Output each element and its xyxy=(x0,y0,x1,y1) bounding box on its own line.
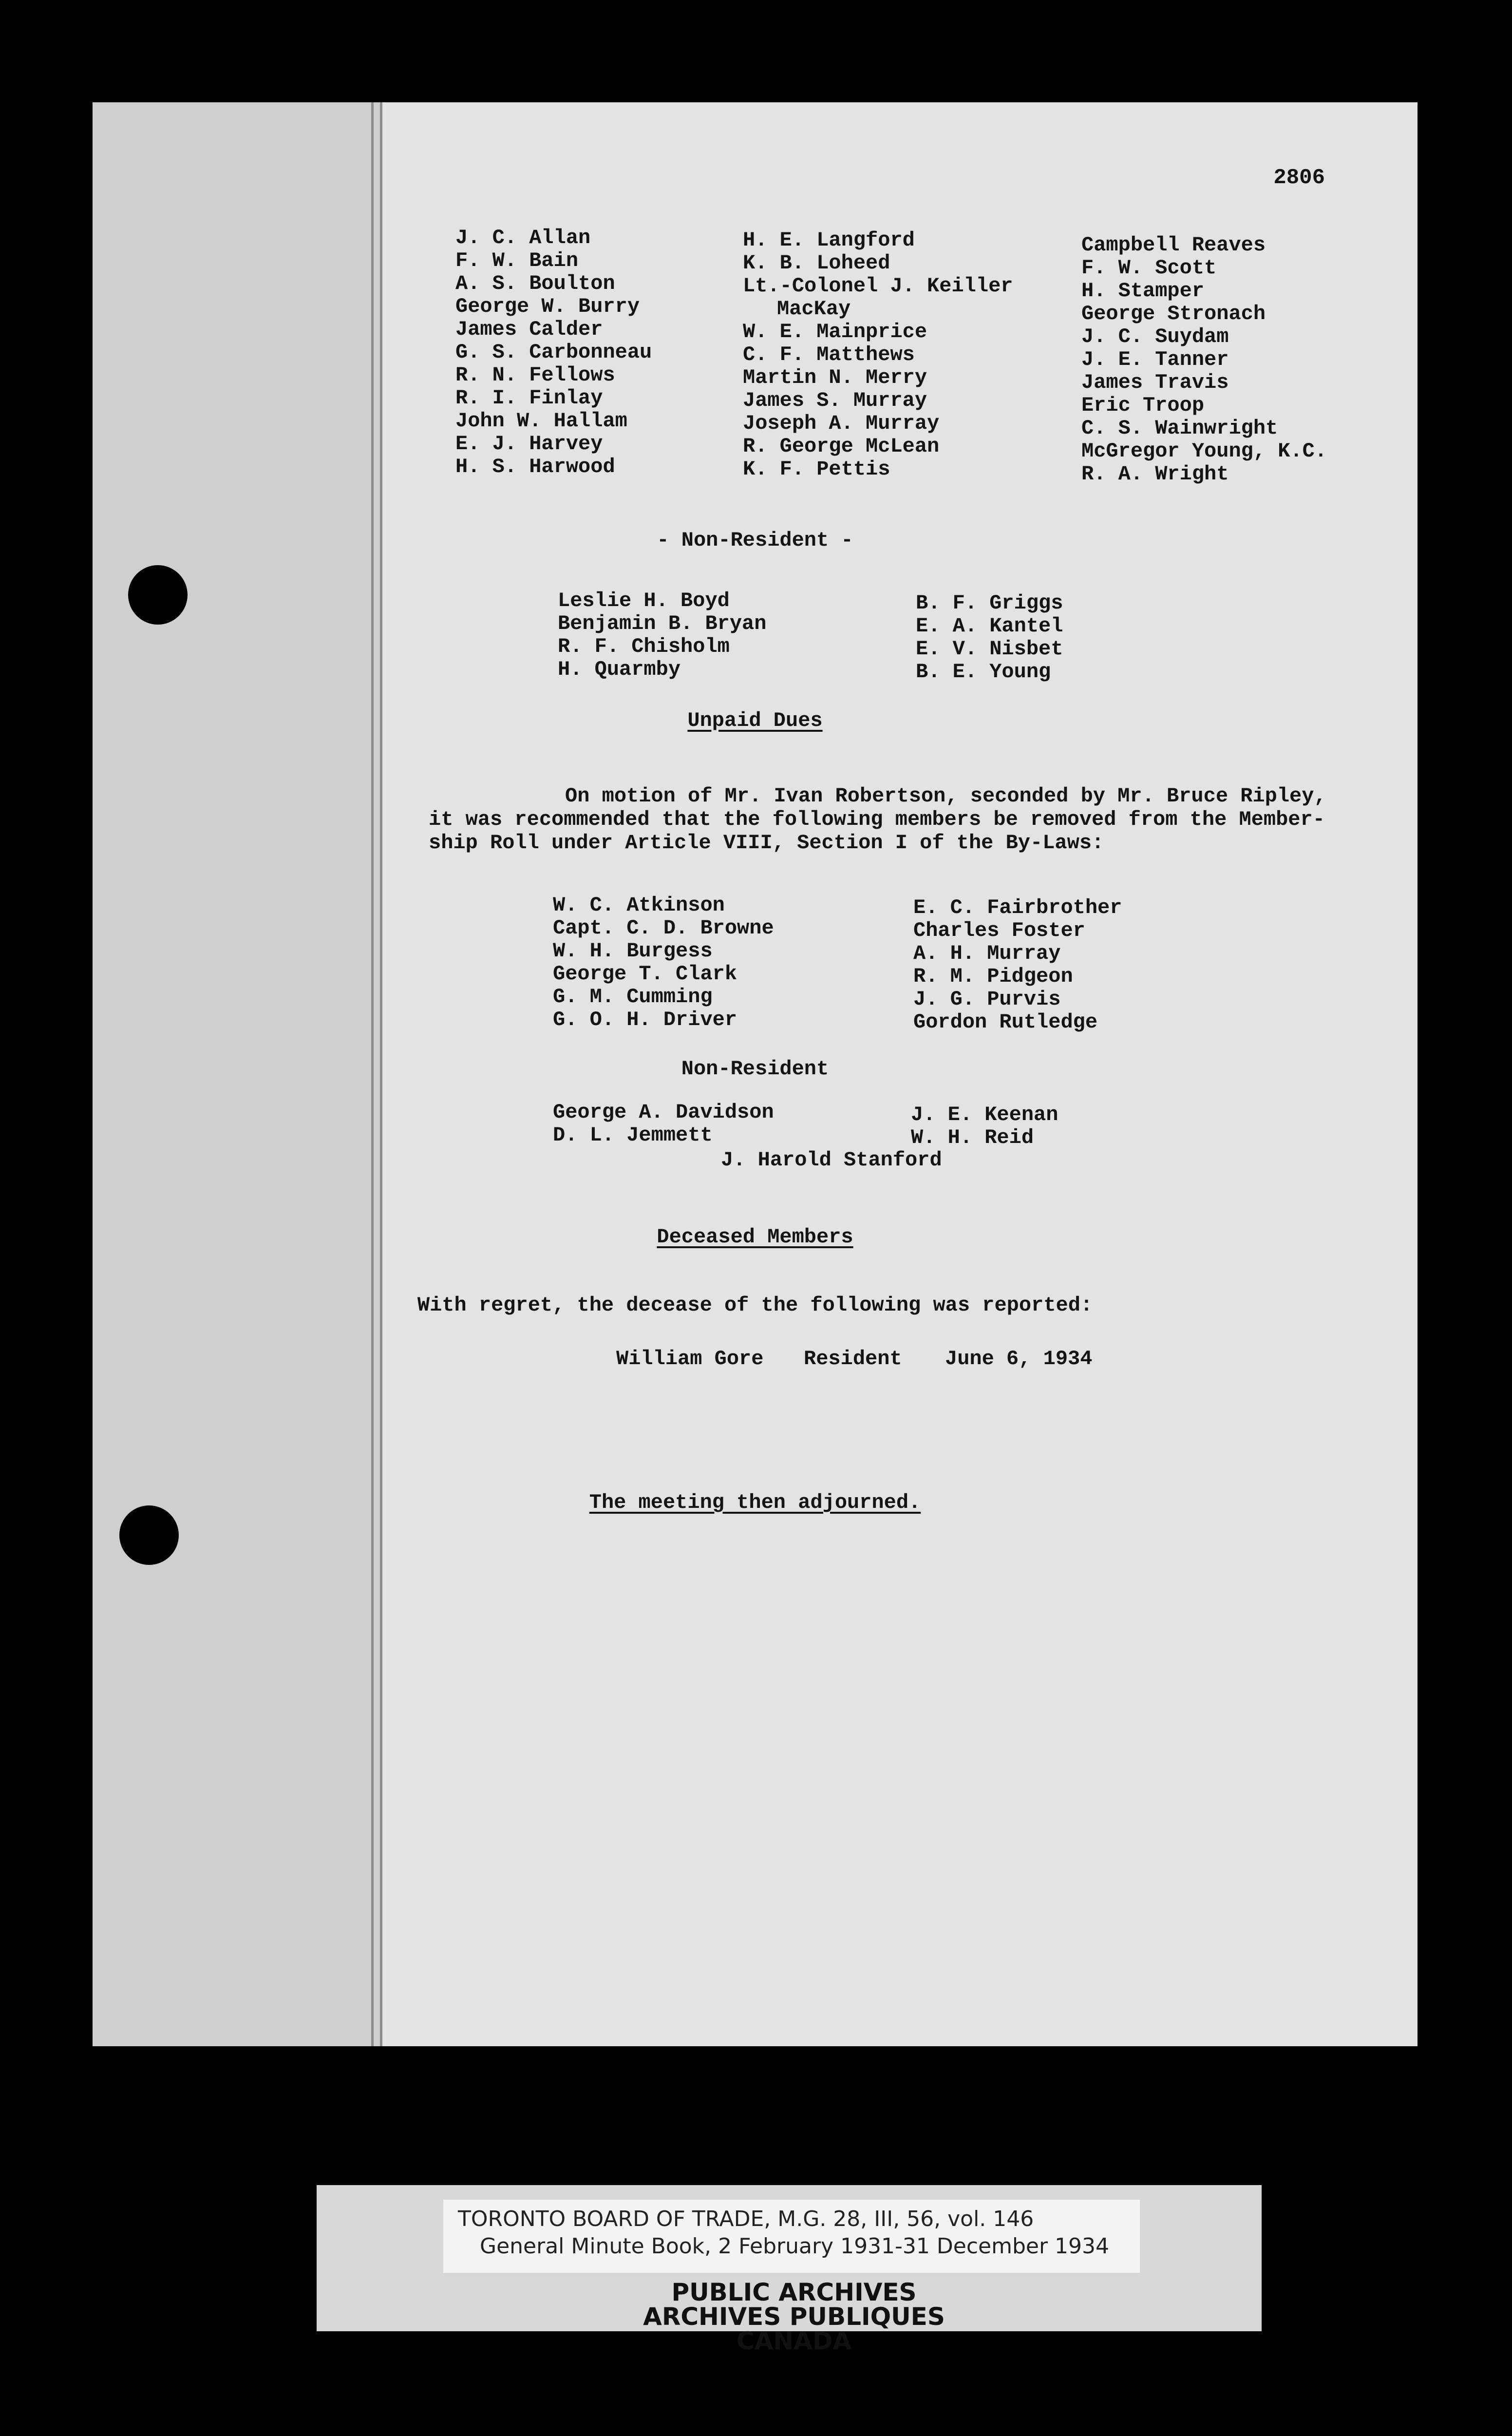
member-name: E. V. Nisbet xyxy=(916,637,1063,661)
member-name: H. Quarmby xyxy=(558,658,681,681)
unpaid-non-resident-heading: Non-Resident xyxy=(681,1057,829,1081)
member-name: Benjamin B. Bryan xyxy=(558,612,767,635)
member-name: J. E. Keenan xyxy=(911,1103,1058,1126)
member-name: J. E. Tanner xyxy=(1081,348,1229,371)
member-name: W. H. Burgess xyxy=(553,939,713,963)
members-column-2 xyxy=(743,229,1013,481)
non-resident-heading: - Non-Resident - xyxy=(657,529,853,552)
member-name: John W. Hallam xyxy=(455,409,627,433)
member-name: W. C. Atkinson xyxy=(553,894,725,917)
member-name: K. B. Loheed xyxy=(743,251,890,275)
member-name: Martin N. Merry xyxy=(743,366,927,389)
member-name: James Calder xyxy=(455,318,603,341)
member-name: James Travis xyxy=(1081,371,1229,394)
member-name: J. G. Purvis xyxy=(913,988,1061,1011)
member-name: R. I. Finlay xyxy=(455,386,603,410)
stamp-line: CANADA xyxy=(736,2327,852,2355)
member-name: Lt.-Colonel J. Keiller xyxy=(743,274,1013,298)
member-name: G. S. Carbonneau xyxy=(455,341,652,364)
member-name: R. George McLean xyxy=(743,435,940,458)
closing-line: The meeting then adjourned. xyxy=(589,1491,921,1514)
member-name: C. S. Wainwright xyxy=(1081,417,1278,440)
archive-line-1: TORONTO BOARD OF TRADE, M.G. 28, III, 56, vol. 146 xyxy=(458,2207,1034,2231)
unpaid-nr-center xyxy=(721,1149,942,1172)
member-name: R. A. Wright xyxy=(1081,462,1229,486)
member-name: George A. Davidson xyxy=(553,1101,774,1124)
document-page xyxy=(93,102,1418,2046)
deceased-heading: Deceased Members xyxy=(657,1225,853,1249)
member-name: B. E. Young xyxy=(916,660,1051,684)
member-name: C. F. Matthews xyxy=(743,343,915,366)
member-name: James S. Murray xyxy=(743,389,927,412)
member-name: B. F. Griggs xyxy=(916,591,1063,615)
member-name: F. W. Scott xyxy=(1081,256,1217,280)
member-name: R. M. Pidgeon xyxy=(913,965,1073,988)
stamp-line: ARCHIVES PUBLIQUES xyxy=(643,2303,945,2331)
member-name: J. C. Allan xyxy=(455,226,591,249)
unpaid-column-2 xyxy=(913,896,1122,1034)
member-name: H. Stamper xyxy=(1081,279,1205,303)
unpaid-dues-heading: Unpaid Dues xyxy=(687,709,823,732)
member-name: A. H. Murray xyxy=(913,942,1061,965)
member-name: G. O. H. Driver xyxy=(553,1008,737,1031)
unpaid-nr-column-2 xyxy=(911,1104,1058,1149)
member-name: H. S. Harwood xyxy=(455,455,615,478)
member-name: Joseph A. Murray xyxy=(743,412,940,435)
stamp-line: PUBLIC ARCHIVES xyxy=(671,2278,917,2306)
member-name: Leslie H. Boyd xyxy=(558,589,730,612)
deceased-text: With regret, the decease of the following was reported: xyxy=(417,1294,1093,1317)
member-name: J. Harold Stanford xyxy=(721,1148,942,1172)
punch-hole xyxy=(119,1505,179,1565)
archive-stamp xyxy=(414,2278,1174,2355)
member-name: R. N. Fellows xyxy=(455,363,615,387)
member-name: D. L. Jemmett xyxy=(553,1123,713,1147)
member-name: MacKay xyxy=(777,297,851,321)
unpaid-dues-paragraph xyxy=(429,784,1326,855)
member-name: K. F. Pettis xyxy=(743,457,890,481)
member-name: R. F. Chisholm xyxy=(558,635,730,658)
member-name: J. C. Suydam xyxy=(1081,325,1229,348)
member-name: A. S. Boulton xyxy=(455,272,615,295)
members-column-1 xyxy=(455,227,652,478)
member-name: W. E. Mainprice xyxy=(743,320,927,343)
deceased-name: William Gore xyxy=(616,1347,764,1370)
member-name: F. W. Bain xyxy=(455,249,579,272)
member-name: Gordon Rutledge xyxy=(913,1010,1098,1034)
member-name: E. J. Harvey xyxy=(455,432,603,456)
paragraph-line: it was recommended that the following members be removed from the Member- xyxy=(429,808,1325,831)
member-name: W. H. Reid xyxy=(911,1126,1034,1149)
non-resident-column-2 xyxy=(916,592,1063,684)
unpaid-column-1 xyxy=(553,894,774,1031)
member-name: Capt. C. D. Browne xyxy=(553,916,774,940)
unpaid-nr-column-1 xyxy=(553,1101,774,1147)
paragraph-line: On motion of Mr. Ivan Robertson, seconded by Mr. Bruce Ripley, xyxy=(565,784,1326,808)
member-name: George T. Clark xyxy=(553,962,737,986)
paragraph-line: ship Roll under Article VIII, Section I of the By-Laws: xyxy=(429,831,1104,855)
member-name: G. M. Cumming xyxy=(553,985,713,1009)
member-name: George W. Burry xyxy=(455,295,640,318)
member-name: E. A. Kantel xyxy=(916,614,1063,638)
member-name: George Stronach xyxy=(1081,302,1266,325)
member-name: Eric Troop xyxy=(1081,394,1205,417)
member-name: H. E. Langford xyxy=(743,228,915,252)
deceased-date: June 6, 1934 xyxy=(945,1347,1093,1370)
member-name: Charles Foster xyxy=(913,919,1085,942)
archive-reference xyxy=(443,2200,1140,2273)
member-name: Campbell Reaves xyxy=(1081,233,1266,257)
archive-line-2: General Minute Book, 2 February 1931-31 December 1934 xyxy=(480,2234,1110,2259)
member-name: McGregor Young, K.C. xyxy=(1081,439,1327,463)
member-name: E. C. Fairbrother xyxy=(913,896,1122,919)
page-number: 2806 xyxy=(1273,166,1325,190)
members-column-3 xyxy=(1081,234,1327,486)
punch-hole xyxy=(128,565,188,625)
non-resident-column-1 xyxy=(558,590,766,681)
deceased-status: Resident xyxy=(804,1347,902,1370)
archive-label xyxy=(317,2185,1262,2355)
